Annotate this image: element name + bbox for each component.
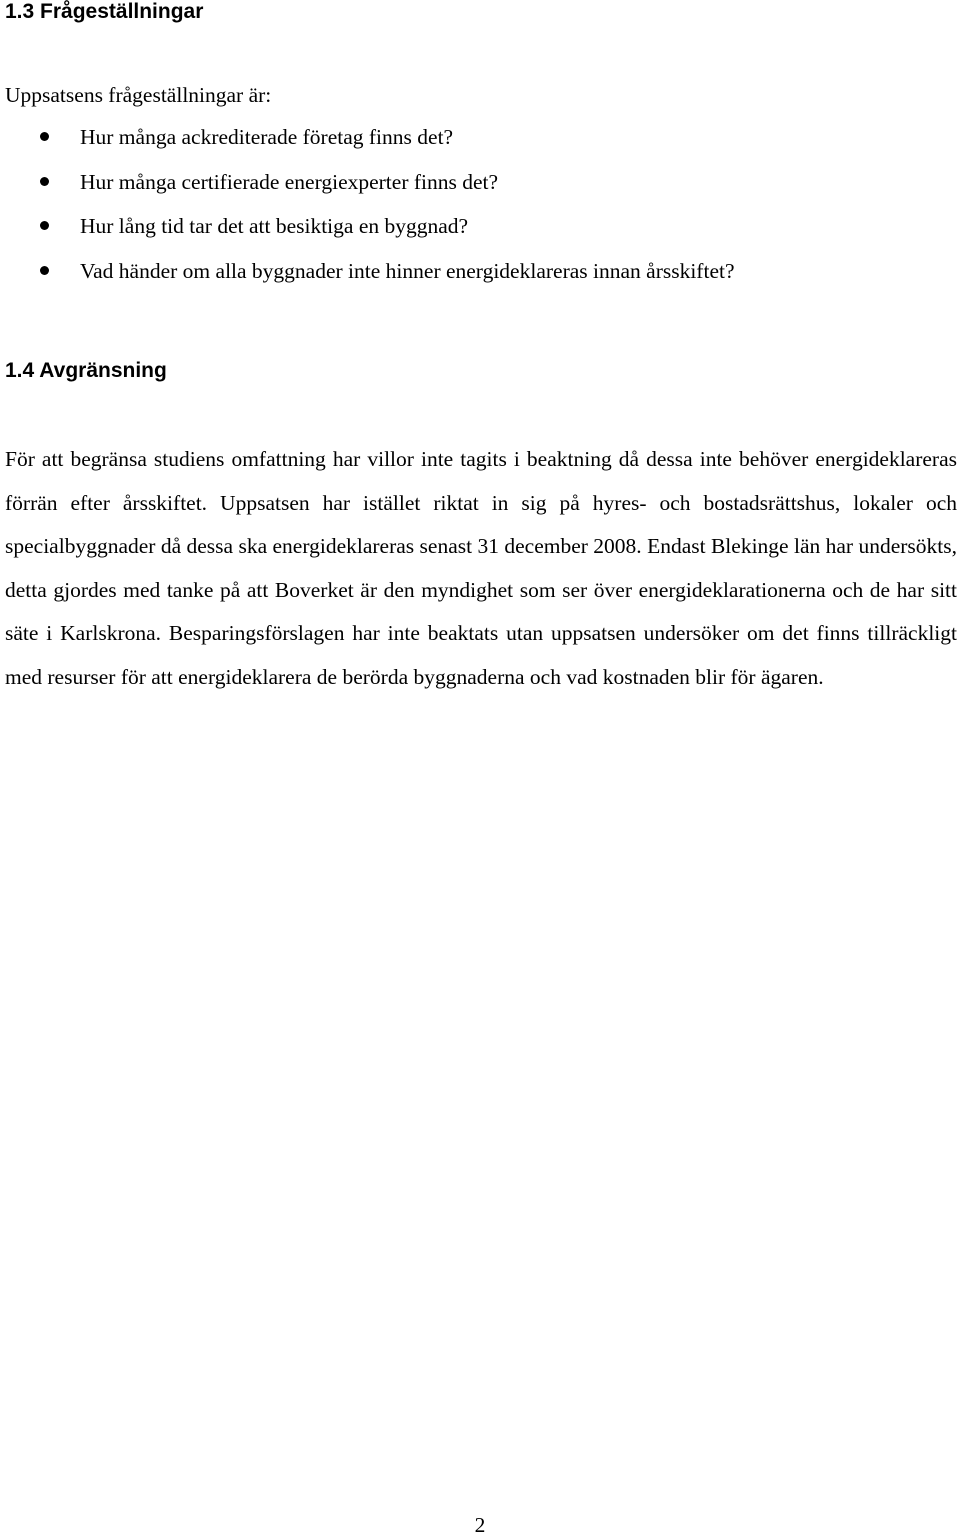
section-heading-avgransning: 1.4 Avgränsning [5, 359, 167, 382]
bullet-icon [40, 266, 49, 275]
bullet-icon [40, 221, 49, 230]
question-text: Vad händer om alla byggnader inte hinner energideklareras innan årsskiftet? [80, 258, 735, 283]
avgransning-paragraph: För att begränsa studiens omfattning har villor inte tagits i beaktning då dessa inte behöver energideklareras förrän efter årsskiftet. Uppsatsen har istället riktat in sig på hyres- och bostadsrättshus, lokaler och specialbyggnader då dessa ska energideklareras senast 31 december 2008. Endast Blekinge län har undersökts, detta gjordes med tanke på att Boverket är den myndighet som ser över energideklarationerna och de har sitt säte i Karlskrona. Besparingsförslagen har inte beaktats utan uppsatsen undersöker om det finns tillräckligt med resurser för att energideklarera de berörda byggnaderna och vad kostnaden blir för ägaren. [5, 447, 957, 689]
bullet-icon [40, 132, 49, 141]
question-text: Hur lång tid tar det att besiktiga en byggnad? [80, 214, 469, 238]
page-number: 2 [474, 1513, 486, 1537]
question-text: Hur många ackrediterade företag finns det? [80, 125, 454, 149]
bullet-icon [40, 177, 49, 186]
question-text: Hur många certifierade energiexperter finns det? [80, 169, 499, 194]
questions-intro: Uppsatsens frågeställningar är: [5, 83, 272, 107]
section-heading-frageställningar: 1.3 Frågeställningar [5, 0, 204, 23]
